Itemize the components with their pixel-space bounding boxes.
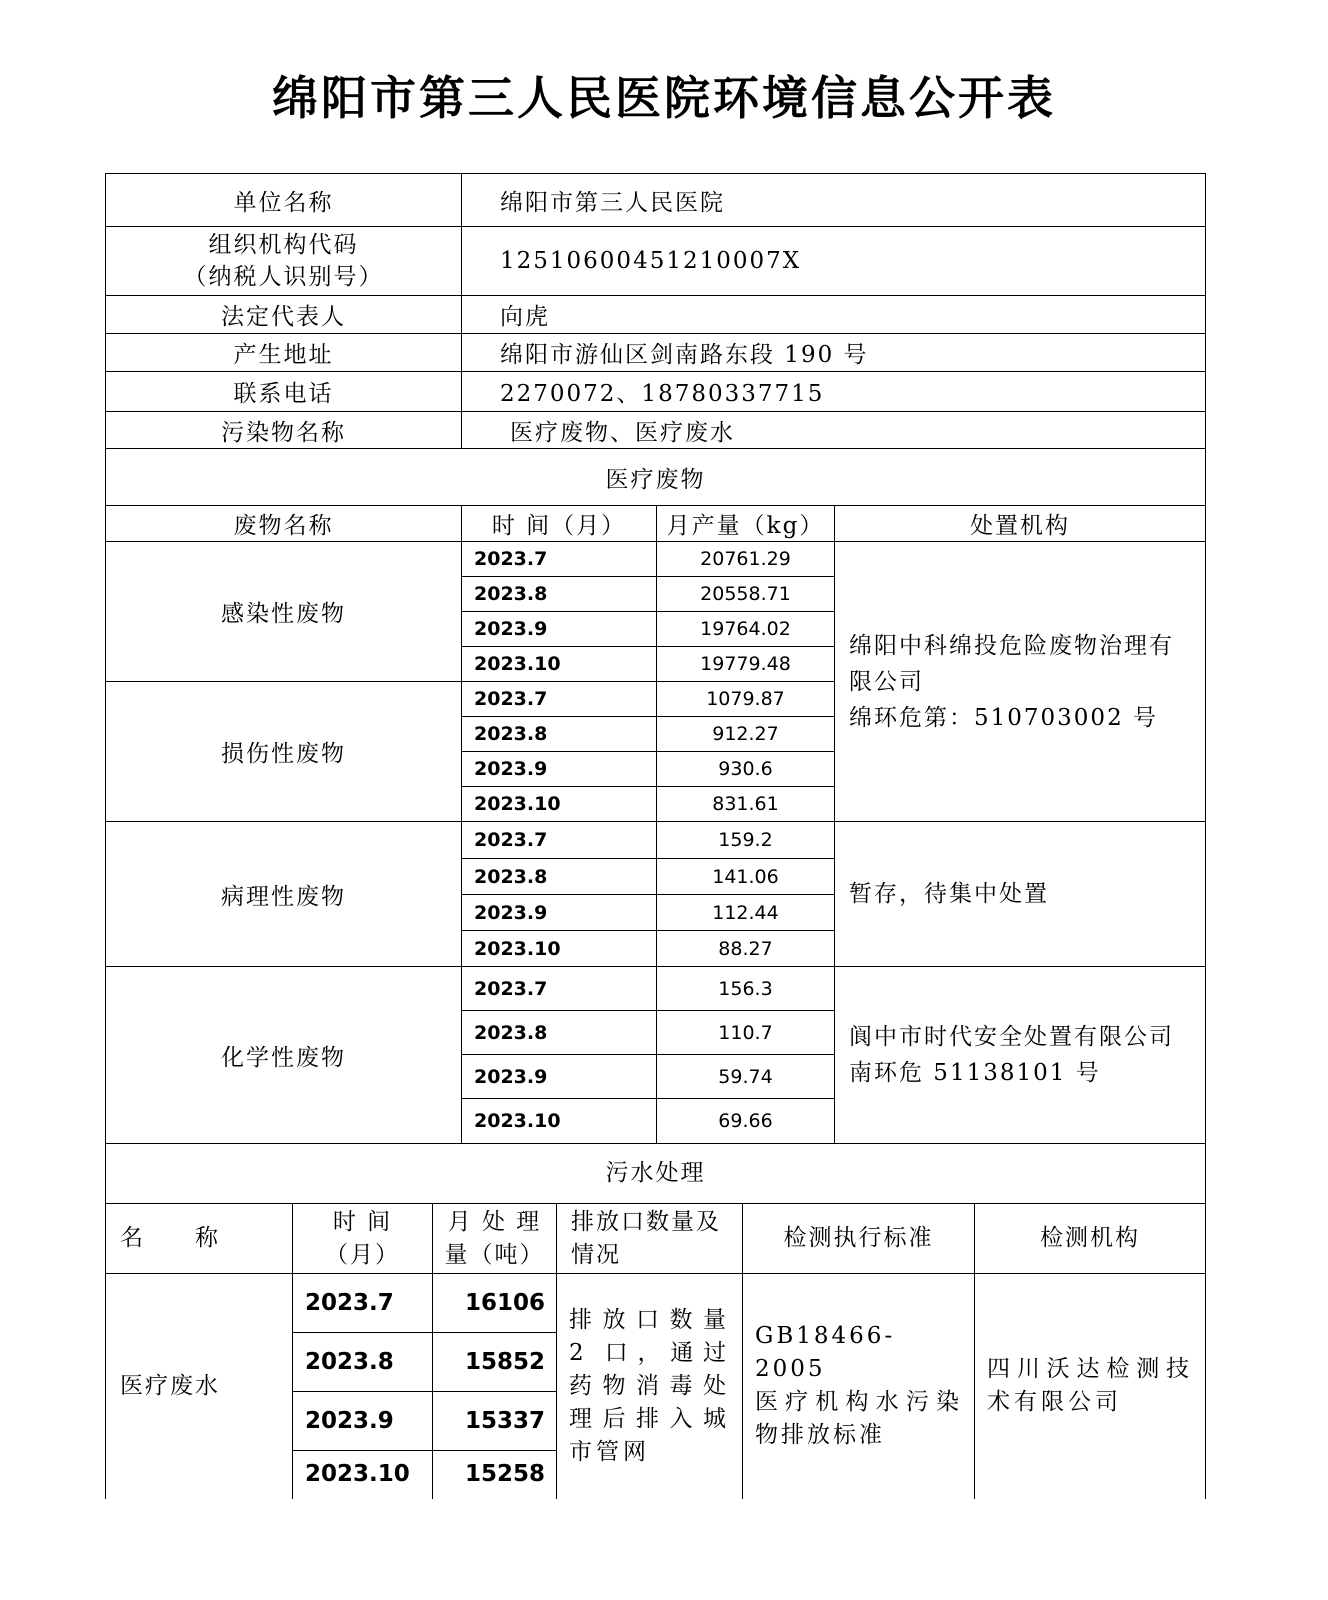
waste-name-infectious: 感染性废物: [106, 542, 462, 682]
org-code-label: [106, 227, 462, 296]
pollutant-label: 污染物名称: [106, 412, 462, 449]
wastewater-section-title: 污水处理: [106, 1144, 1206, 1204]
wastewater-header-row: [106, 1204, 1206, 1274]
header-volume-line1: 月 处 理: [447, 1208, 542, 1235]
amount-cell: 141.06: [657, 859, 835, 895]
amount-cell: 156.3: [657, 967, 835, 1011]
amount-cell: 88.27: [657, 931, 835, 967]
amount-cell: 20558.71: [657, 577, 835, 612]
info-row-org-code: [106, 227, 1206, 296]
month-cell: 2023.10: [293, 1451, 433, 1499]
header-volume: [433, 1204, 557, 1274]
amount-cell: 112.44: [657, 895, 835, 931]
info-row-pollutant: [106, 412, 1206, 449]
disposal-agency-1-line3: 绵环危第：510703002 号: [849, 704, 1159, 731]
address-value: 绵阳市游仙区剑南路东段 190 号: [462, 334, 1206, 372]
header-outlet-line2: 情况: [571, 1241, 621, 1268]
header-time: 时 间（月）: [462, 506, 657, 542]
amount-cell: 16106: [433, 1274, 557, 1333]
header-volume-line2: 量（吨）: [444, 1241, 545, 1268]
month-cell: 2023.7: [462, 822, 657, 859]
legal-rep-label: 法定代表人: [106, 296, 462, 334]
wastewater-name: 医疗废水: [106, 1274, 293, 1499]
month-cell: 2023.10: [462, 647, 657, 682]
amount-cell: 912.27: [657, 717, 835, 752]
month-cell: 2023.10: [462, 931, 657, 967]
amount-cell: 20761.29: [657, 542, 835, 577]
unit-value: 绵阳市第三人民医院: [462, 174, 1206, 227]
waste-name-chemical: 化学性废物: [106, 967, 462, 1144]
disposal-agency-3-line2: 南环危 51138101 号: [849, 1060, 1101, 1086]
org-code-label-line1: 组织机构代码: [208, 232, 359, 258]
amount-cell: 159.2: [657, 822, 835, 859]
table-row: [106, 1274, 1206, 1333]
wastewater-table: [105, 1143, 1206, 1499]
amount-cell: 19764.02: [657, 612, 835, 647]
month-cell: 2023.9: [462, 752, 657, 787]
month-cell: 2023.8: [293, 1333, 433, 1392]
header-monthly-output: 月产量（kg）: [657, 506, 835, 542]
outlet-description: 排放口数量 2 口，通过药物消毒处理后排入城市管网: [557, 1274, 743, 1499]
amount-cell: 19779.48: [657, 647, 835, 682]
amount-cell: 831.61: [657, 787, 835, 822]
disposal-agency-1-line1: 绵阳中科绵投危险废物治理有: [849, 632, 1174, 659]
table-row: [106, 822, 1206, 859]
waste-name-pathological: 病理性废物: [106, 822, 462, 967]
disposal-agency-1-line2: 限公司: [849, 668, 924, 695]
detection-agency: 四川沃达检测技术有限公司: [975, 1274, 1206, 1499]
header-agency: 检测机构: [975, 1204, 1206, 1274]
wastewater-section-row: [106, 1144, 1206, 1204]
legal-rep-value: 向虎: [462, 296, 1206, 334]
org-code-label-line2: （纳税人识别号）: [183, 264, 384, 290]
detection-standard-code: GB18466-2005: [755, 1323, 896, 1383]
unit-label: 单位名称: [106, 174, 462, 227]
month-cell: 2023.9: [462, 1055, 657, 1099]
month-cell: 2023.8: [462, 717, 657, 752]
amount-cell: 930.6: [657, 752, 835, 787]
amount-cell: 59.74: [657, 1055, 835, 1099]
header-time-line2: （月）: [325, 1241, 400, 1268]
amount-cell: 69.66: [657, 1099, 835, 1144]
header-outlet-line1: 排放口数量及: [571, 1208, 721, 1235]
month-cell: 2023.10: [462, 787, 657, 822]
info-table: [105, 173, 1206, 506]
info-row-phone: [106, 372, 1206, 412]
disposal-agency-2: 暂存，待集中处置: [835, 822, 1206, 967]
medical-waste-section-row: [106, 449, 1206, 506]
info-row-legal-rep: [106, 296, 1206, 334]
header-outlet: [557, 1204, 743, 1274]
disposal-agency-3-line1: 阆中市时代安全处置有限公司: [849, 1024, 1174, 1050]
month-cell: 2023.9: [462, 895, 657, 931]
header-name: 名 称: [106, 1204, 293, 1274]
month-cell: 2023.7: [462, 682, 657, 717]
month-cell: 2023.8: [462, 577, 657, 612]
info-row-unit: [106, 174, 1206, 227]
month-cell: 2023.9: [462, 612, 657, 647]
month-cell: 2023.9: [293, 1392, 433, 1451]
header-standard: 检测执行标准: [743, 1204, 975, 1274]
header-waste-name: 废物名称: [106, 506, 462, 542]
month-cell: 2023.10: [462, 1099, 657, 1144]
phone-label: 联系电话: [106, 372, 462, 412]
org-code-value: 12510600451210007X: [462, 227, 1206, 296]
month-cell: 2023.8: [462, 1011, 657, 1055]
address-label: 产生地址: [106, 334, 462, 372]
table-row: [106, 542, 1206, 577]
disposal-agency-3: [835, 967, 1206, 1144]
medical-waste-section-title: 医疗废物: [106, 449, 1206, 506]
info-row-address: [106, 334, 1206, 372]
pollutant-value: 医疗废物、医疗废水: [462, 412, 1206, 449]
detection-standard-name: 医疗机构水污染物排放标准: [755, 1389, 962, 1449]
month-cell: 2023.8: [462, 859, 657, 895]
month-cell: 2023.7: [462, 967, 657, 1011]
phone-value: 2270072、18780337715: [462, 372, 1206, 412]
header-disposal-agency: 处置机构: [835, 506, 1206, 542]
medical-waste-table: [105, 505, 1206, 1144]
header-time: [293, 1204, 433, 1274]
medical-waste-header-row: [106, 506, 1206, 542]
amount-cell: 15258: [433, 1451, 557, 1499]
waste-name-injurious: 损伤性废物: [106, 682, 462, 822]
amount-cell: 110.7: [657, 1011, 835, 1055]
page-title: 绵阳市第三人民医院环境信息公开表: [272, 71, 1056, 125]
amount-cell: 15852: [433, 1333, 557, 1392]
amount-cell: 1079.87: [657, 682, 835, 717]
disposal-agency-1: [835, 542, 1206, 822]
month-cell: 2023.7: [293, 1274, 433, 1333]
table-row: [106, 967, 1206, 1011]
detection-standard: [743, 1274, 975, 1499]
amount-cell: 15337: [433, 1392, 557, 1451]
header-time-line1: 时 间: [332, 1208, 393, 1235]
month-cell: 2023.7: [462, 542, 657, 577]
